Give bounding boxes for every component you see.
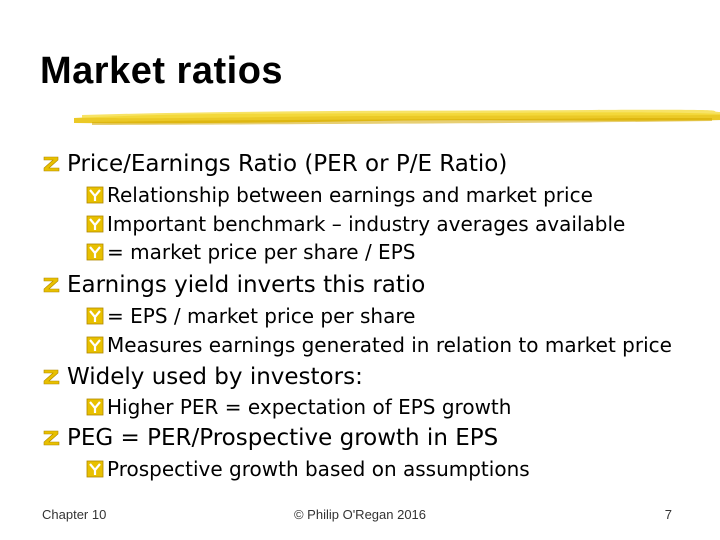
- bullet-text: Higher PER = expectation of EPS growth: [107, 395, 512, 419]
- bullet-level1: [42, 270, 425, 300]
- y-checkbox-bullet-icon: [86, 398, 104, 416]
- footer-copyright: © Philip O'Regan 2016: [293, 507, 427, 522]
- footer-chapter: Chapter 10: [42, 507, 107, 522]
- y-checkbox-bullet-icon: [86, 336, 104, 354]
- z-shaped-bullet-icon: [42, 428, 62, 448]
- bullet-text: Relationship between earnings and market price: [107, 183, 593, 207]
- bullet-level2: [86, 454, 530, 484]
- bullet-level2: [86, 209, 625, 239]
- bullet-text: = EPS / market price per share: [107, 304, 416, 328]
- bullet-text: Prospective growth based on assumptions: [107, 457, 530, 481]
- y-checkbox-bullet-icon: [86, 243, 104, 261]
- bullet-text: = market price per share / EPS: [107, 240, 416, 264]
- bullet-text: Earnings yield inverts this ratio: [67, 272, 426, 298]
- bullet-text: Measures earnings generated in relation to market price: [107, 333, 672, 357]
- bullet-level1: [42, 423, 498, 453]
- y-checkbox-bullet-icon: [86, 460, 104, 478]
- bullet-text: Important benchmark – industry averages available: [107, 212, 626, 236]
- bullet-level2: [86, 237, 415, 267]
- bullet-text: Widely used by investors:: [67, 364, 363, 390]
- z-shaped-bullet-icon: [42, 154, 62, 174]
- bullet-level1: [42, 362, 363, 392]
- bullet-level2: [86, 392, 511, 422]
- y-checkbox-bullet-icon: [86, 215, 104, 233]
- y-checkbox-bullet-icon: [86, 186, 104, 204]
- footer-page-number: 7: [664, 507, 672, 522]
- bullet-level1: [42, 149, 507, 179]
- bullet-level2: [86, 301, 415, 331]
- y-checkbox-bullet-icon: [86, 307, 104, 325]
- bullet-text: PEG = PER/Prospective growth in EPS: [67, 425, 499, 451]
- z-shaped-bullet-icon: [42, 367, 62, 387]
- slide-title: Market ratios: [40, 50, 284, 92]
- z-shaped-bullet-icon: [42, 275, 62, 295]
- bullet-level2: [86, 180, 593, 210]
- bullet-level2: [86, 330, 672, 360]
- bullet-text: Price/Earnings Ratio (PER or P/E Ratio): [67, 151, 508, 177]
